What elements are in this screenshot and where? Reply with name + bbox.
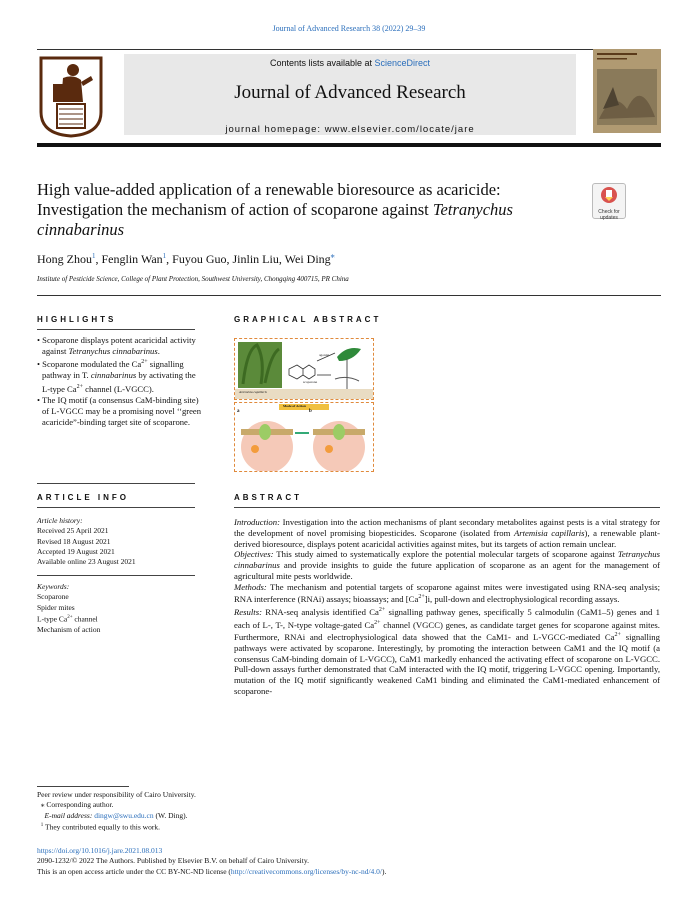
highlight-item: • The IQ motif (a consensus CaM-binding site) of L-VGCC may be a promising novel ‘‘green acaricide”-binding target site of scoparone.: [37, 394, 202, 428]
abstract-methods: Methods: The mechanism and potential targets of scoparone against mites were investigated using RNA-seq analysis; RNA interference (RNAi) assays; bioassays; and $[Ca^{2+}]i$, pull-down and electrophysiological recording assays.: [234, 581, 660, 605]
ga-panel-b-label: b: [309, 409, 312, 414]
article-info-rule: [37, 507, 195, 508]
check-updates-icon: [600, 186, 618, 204]
abstract-rule: [234, 507, 660, 508]
header-rule: [37, 49, 661, 50]
ga-mode-label: Mode of Action: [283, 404, 306, 408]
article-info-top-rule: [37, 483, 195, 484]
footnotes: Peer review under responsibility of Cairo University. ⁎ Corresponding author. E-mail address: dingw@swu.edu.cn (W. Ding). $^1$ They contributed equally to this work.: [37, 790, 196, 832]
abstract-results: Results: RNA-seq analysis identified $Ca^{2+}$ signalling pathway genes, specifically 5 calmodulin (CaM1–5) genes and 1 each of L-, T-, N-type voltage-gated $Ca^{2+}$ channel (VGCC) genes, as candidate target genes for scoparone against mites. Furthermore, RNAi and electrophysiological data showed that the CaM1- and L-VGCC-mediated $Ca^{2+}$ signalling pathways were activated by scoparone. Interestingly, by promoting the interaction between CaM1 and the IQ motif (a consensus CaM-binding domain of L-VGCC), CaM1 markedly enhanced the activating effect of scoparone on L-VGCC. Pull-down assays further demonstrated that CaM interacted with the IQ motif, triggering L-VGCC opening. Importantly, mutation of the IQ motif significantly weakened CaM1 binding and eliminated the CaM1-mediated enhancement of scoparone-: [234, 606, 660, 696]
keywords-rule: [37, 575, 195, 576]
abstract-objectives: Objectives: This study aimed to systematically explore the potential molecular targets of scoparone against Tetranychus cinnabarinus and provide insights to guide the future application of scoparone as an agent for the management of agricultural mite pests worldwide.: [234, 549, 660, 581]
journal-homepage: journal homepage: www.elsevier.com/locate/jare: [225, 124, 475, 135]
article-title: High value-added application of a renewable bioresource as acaricide: Investigation the mechanism of action of scoparone against Tetranychus cinnabarinus: [37, 180, 513, 239]
graphical-abstract-heading: GRAPHICAL ABSTRACT: [234, 315, 382, 324]
highlights-rule: [37, 329, 195, 330]
author-footnote-mark[interactable]: 1: [92, 252, 96, 260]
journal-cover-image: [593, 49, 661, 133]
graphical-abstract-figure[interactable]: [234, 338, 374, 472]
license-link[interactable]: http://creativecommons.org/licenses/by-nc-nd/4.0/: [230, 866, 382, 876]
sciencedirect-link[interactable]: ScienceDirect: [374, 58, 431, 68]
ga-panel-a-label: a: [237, 409, 240, 414]
ga-agonist-label: agonist: [319, 353, 330, 357]
author[interactable]: Wei Ding: [284, 252, 331, 266]
author[interactable]: Fenglin Wan: [101, 252, 163, 266]
author[interactable]: Fuyou Guo: [172, 252, 227, 266]
doi-link[interactable]: https://doi.org/10.1016/j.jare.2021.08.013: [37, 846, 163, 855]
footnote-rule: [37, 786, 129, 787]
article-info-heading: ARTICLE INFO: [37, 493, 129, 502]
highlight-item: • Scoparone displays potent acaricidal activity against Tetranychus cinnabarinus.: [37, 335, 196, 357]
corresponding-mark[interactable]: ⁎: [330, 251, 335, 260]
keywords: Keywords: Scoparone Spider mites L-type $Ca^{2+}$ channel Mechanism of action: [37, 582, 101, 634]
author[interactable]: Jinlin Liu: [232, 252, 279, 266]
abstract-heading: ABSTRACT: [234, 493, 302, 502]
highlights-heading: HIGHLIGHTS: [37, 315, 117, 324]
ga-top-panel: [234, 338, 374, 400]
ga-plant-label: Artemisia capillaris: [239, 390, 267, 394]
contents-line: Contents lists available at ScienceDirect: [269, 58, 431, 68]
ga-compound-label: scoparone: [303, 380, 318, 384]
affiliation: Institute of Pesticide Science, College of Plant Protection, Southwest University, Chongqing 400715, PR China: [37, 275, 349, 283]
author-footnote-mark[interactable]: 1: [162, 252, 167, 260]
article-history: Article history: Received 25 April 2021 Revised 18 August 2021 Accepted 19 August 2021 Available online 23 August 2021: [37, 516, 136, 567]
ga-bottom-panel: [234, 402, 374, 472]
abstract-introduction: Introduction: Investigation into the action mechanisms of plant secondary metabolites against pests is a vital strategy for the development of novel promising biopesticides. Scoparone (isolated from Artemisia capillaris), a renewable plant-derived bioresource, displays potent acaricidal activities against mites, but its targets of action remain unclear.: [234, 517, 660, 549]
header-thick-rule: [37, 143, 661, 147]
publication-info: https://doi.org/10.1016/j.jare.2021.08.013 2090-1232/© 2022 The Authors. Published by Elsevier B.V. on behalf of Cairo University. This is an open access article under the CC BY-NC-ND license (http://creativecommons.org/licenses/by-nc-nd/4.0/).: [37, 846, 387, 876]
abstract-body: [234, 517, 660, 697]
check-for-updates-button[interactable]: [592, 183, 626, 219]
author-list: Hong Zhou$^1$, Fenglin Wan$^1$, Fuyou Guo, Jinlin Liu, Wei Ding⁎: [37, 251, 335, 266]
author[interactable]: Hong Zhou: [37, 252, 92, 266]
highlights-list: [37, 335, 205, 428]
mode-of-action-diagram: [235, 403, 373, 471]
journal-title: Journal of Advanced Research: [234, 82, 466, 103]
email-link[interactable]: dingw@swu.edu.cn: [94, 810, 154, 820]
check-updates-label: Check for updates: [598, 209, 620, 221]
homepage-link[interactable]: www.elsevier.com/locate/jare: [324, 124, 475, 135]
journal-reference[interactable]: Journal of Advanced Research 38 (2022) 29–39: [272, 24, 426, 33]
title-rule: [37, 295, 661, 296]
publisher-logo-icon: [37, 54, 105, 138]
highlight-item: • Scoparone modulated the $Ca^{2+}$ signalling pathway in T. cinnabarinus by activating the L-type $Ca^{2+}$ channel (L-VGCC).: [37, 359, 196, 394]
